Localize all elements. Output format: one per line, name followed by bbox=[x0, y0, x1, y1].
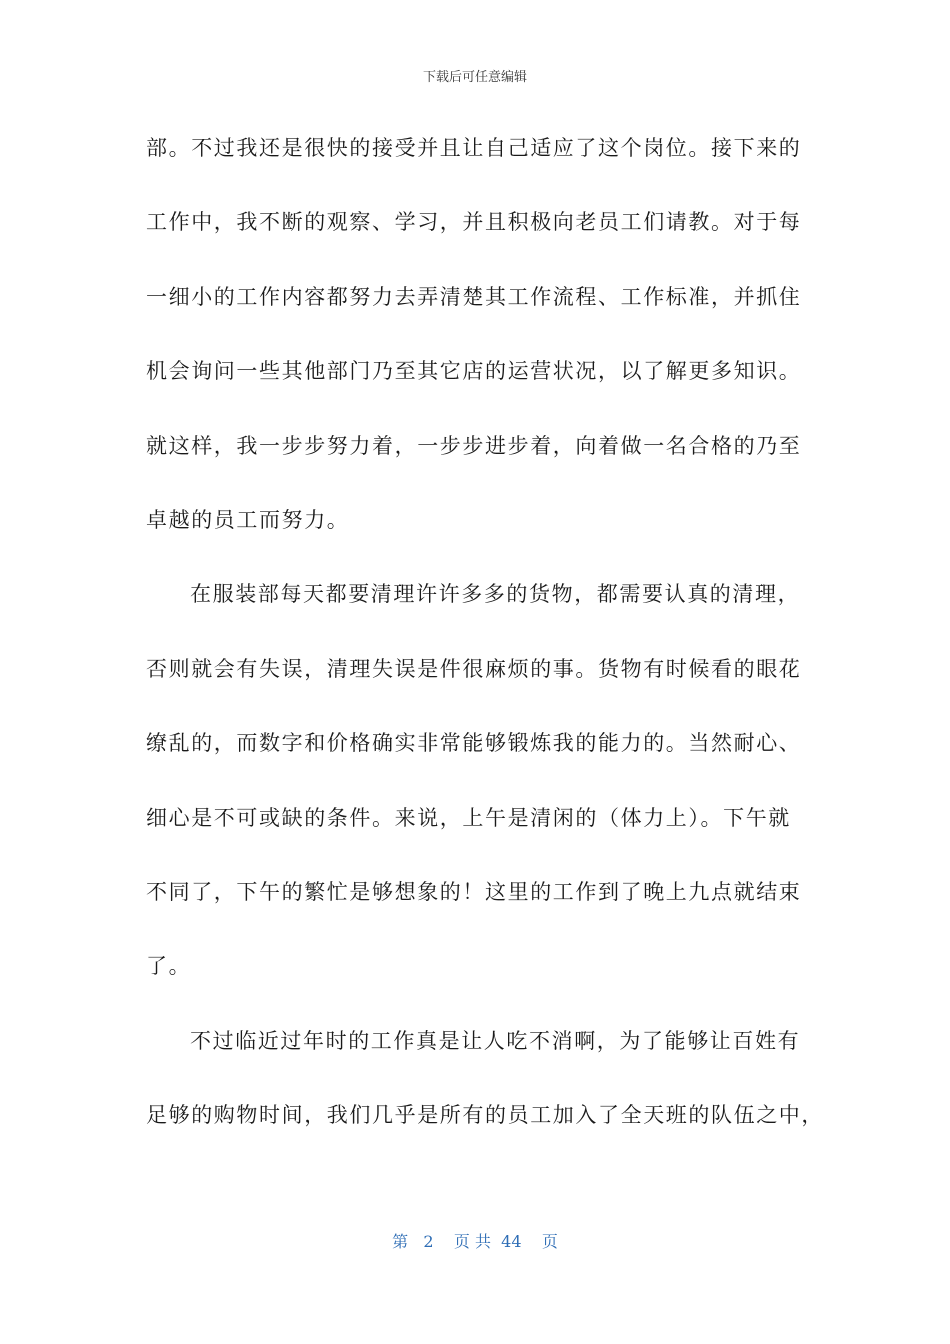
text-line: 机会询问一些其他部门乃至其它店的运营状况，以了解更多知识。 bbox=[146, 359, 802, 384]
text-line: 就这样，我一步步努力着，一步步进步着，向着做一名合格的乃至 bbox=[146, 433, 802, 458]
page-header: 下载后可任意编辑 bbox=[422, 70, 527, 85]
page-number: 2 bbox=[423, 1232, 434, 1251]
text-line: 部。不过我还是很快的接受并且让自己适应了这个岗位。接下来的 bbox=[146, 136, 802, 160]
paragraph-start-line: 在服装部每天都要清理许许多多的货物，都需要认真的清理， bbox=[190, 582, 801, 607]
total-pages: 44 bbox=[501, 1232, 522, 1251]
footer-middle: 页 共 bbox=[453, 1232, 491, 1251]
page-footer bbox=[0, 1229, 950, 1252]
text-line: 了。 bbox=[146, 954, 192, 979]
text-line: 缭乱的，而数字和价格确实非常能够锻炼我的能力的。当然耐心、 bbox=[146, 731, 802, 756]
footer-suffix: 页 bbox=[541, 1232, 558, 1251]
footer-prefix: 第 bbox=[392, 1232, 409, 1251]
text-line: 卓越的员工而努力。 bbox=[146, 507, 350, 532]
document-body bbox=[146, 128, 824, 1169]
text-line: 足够的购物时间，我们几乎是所有的员工加入了全天班的队伍之中， bbox=[146, 1103, 824, 1128]
text-line: 不同了，下午的繁忙是够想象的！这里的工作到了晚上九点就结束 bbox=[146, 879, 802, 904]
text-line: 否则就会有失误，清理失误是件很麻烦的事。货物有时候看的眼花 bbox=[146, 656, 802, 681]
text-line: 一细小的工作内容都努力去弄清楚其工作流程、工作标准，并抓住 bbox=[146, 284, 802, 309]
text-line: 细心是不可或缺的条件。来说，上午是清闲的（体力上）。下午就 bbox=[146, 805, 791, 830]
text-line: 工作中，我不断的观察、学习，并且积极向老员工们请教。对于每 bbox=[146, 210, 802, 235]
paragraph-start-line: 不过临近过年时的工作真是让人吃不消啊，为了能够让百姓有 bbox=[190, 1028, 801, 1053]
